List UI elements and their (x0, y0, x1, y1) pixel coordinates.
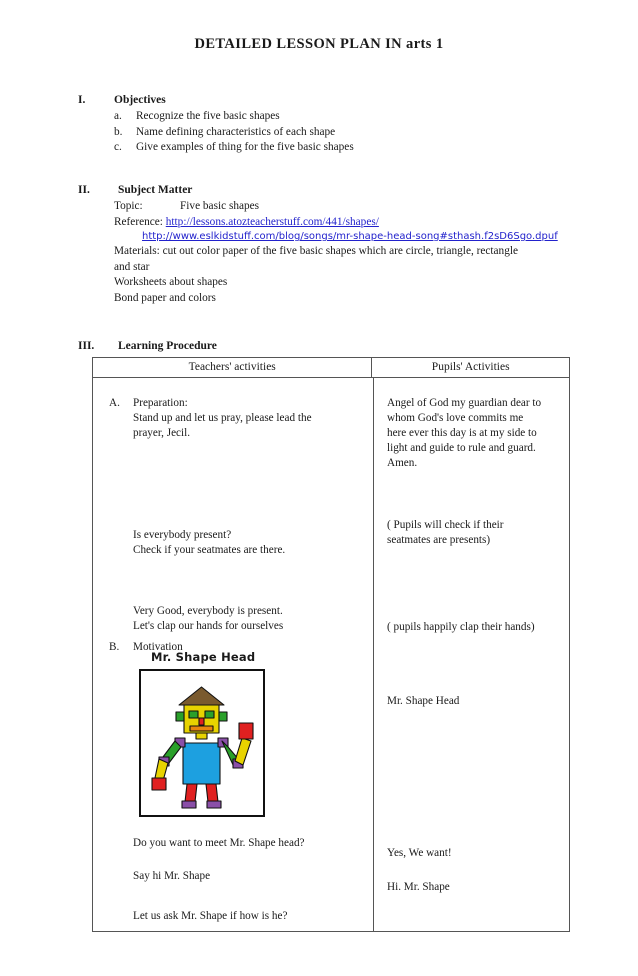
praise-line: Let's clap our hands for ourselves (133, 620, 284, 632)
right-eye-shape (205, 711, 214, 718)
left-ear-shape (176, 712, 184, 721)
attendance-response-line: ( Pupils will check if their (387, 519, 504, 531)
left-eye-shape (189, 711, 198, 718)
hi-mr-shape-block (387, 880, 567, 895)
ask-how-text: Let us ask Mr. Shape if how is he? (133, 910, 288, 922)
attendance-block (109, 528, 361, 558)
say-hi-text: Say hi Mr. Shape (133, 870, 211, 882)
right-forearm-shape (235, 738, 251, 765)
preparation-block (109, 396, 361, 441)
list-item (114, 140, 614, 156)
mouth-shape (190, 726, 213, 731)
preparation-title: Preparation: (133, 397, 188, 409)
meet-question-text: Do you want to meet Mr. Shape head? (133, 837, 305, 849)
mr-shape-head-figure (139, 650, 265, 817)
preparation-letter: A. (109, 397, 120, 409)
column-header-teachers: Teachers' activities (93, 358, 372, 377)
objective-text: Give examples of thing for the five basic shapes (136, 141, 354, 153)
clap-response-text: ( pupils happily clap their hands) (387, 621, 535, 633)
left-thigh-shape (185, 784, 197, 802)
prayer-line: whom God's love commits me (387, 412, 524, 424)
hat-triangle-shape (179, 687, 224, 705)
objective-text: Recognize the five basic shapes (136, 110, 280, 122)
column-header-pupils: Pupils' Activities (431, 361, 510, 373)
subject-matter-body (114, 199, 614, 306)
attendance-response-block (387, 518, 567, 548)
attendance-line: Is everybody present? (133, 529, 232, 541)
reference-link-2[interactable]: http://www.eslkidstuff.com/blog/songs/mr-shape-head-song#sthash.f2sD6Sgo.dpuf (142, 231, 558, 242)
motivation-letter: B. (109, 641, 120, 653)
reference-row (114, 215, 614, 231)
shape-robot-illustration (141, 671, 262, 814)
meet-question-block (109, 836, 361, 851)
praise-block (109, 604, 361, 634)
right-hand-shape (239, 723, 253, 739)
section-numeral: I. (78, 94, 86, 106)
topic-label: Topic: (114, 200, 143, 212)
yes-we-want-block (387, 846, 567, 861)
objective-letter: a. (114, 110, 122, 122)
left-hand-shape (152, 778, 166, 790)
figure-frame (139, 669, 265, 817)
torso-rectangle-shape (183, 743, 220, 784)
prayer-line: Amen. (387, 457, 418, 469)
ask-how-block (109, 909, 361, 924)
materials-line: and star (114, 260, 150, 273)
topic-row (114, 199, 614, 215)
section-numeral: III. (78, 340, 95, 352)
section-heading: Subject Matter (118, 184, 193, 196)
materials-line: Materials: cut out color paper of the five basic shapes which are circle, triangle, rectangle (114, 245, 519, 257)
right-ear-shape (219, 712, 227, 721)
prayer-response-block (387, 396, 567, 471)
table-row (109, 396, 361, 411)
motivation-title: Motivation (133, 641, 183, 653)
prayer-line: here ever this day is at my side to (387, 427, 537, 439)
table-header-row (93, 358, 569, 378)
preparation-line: prayer, Jecil. (133, 427, 191, 439)
table-body (93, 378, 569, 931)
list-item (114, 125, 614, 141)
figure-caption: Mr. Shape Head (151, 650, 256, 664)
prayer-line: Angel of God my guardian dear to (387, 397, 542, 409)
shape-head-name-text: Mr. Shape Head (387, 695, 460, 707)
yes-we-want-text: Yes, We want! (387, 847, 452, 859)
list-item (114, 109, 614, 125)
learning-procedure-table (92, 357, 570, 932)
praise-line: Very Good, everybody is present. (133, 605, 283, 617)
objective-letter: c. (114, 141, 122, 153)
attendance-line: Check if your seatmates are there. (133, 544, 286, 556)
column-divider (373, 378, 374, 931)
objectives-list (114, 109, 614, 156)
say-hi-block (109, 869, 361, 884)
attendance-response-line: seatmates are presents) (387, 534, 491, 546)
topic-value: Five basic shapes (180, 200, 260, 212)
shape-head-name-block (387, 694, 567, 709)
nose-shape (199, 718, 204, 725)
reference-link-1[interactable]: http://lessons.atozteacherstuff.com/441/shapes/ (165, 215, 379, 228)
neck-shape (196, 733, 207, 739)
prayer-line: light and guide to rule and guard. (387, 442, 536, 454)
section-heading: Learning Procedure (118, 340, 217, 352)
left-knee-joint (182, 801, 196, 808)
right-knee-joint (207, 801, 221, 808)
preparation-line: Stand up and let us pray, please lead the (133, 412, 312, 424)
clap-response-block (387, 620, 567, 635)
right-thigh-shape (206, 784, 218, 802)
objective-text: Name defining characteristics of each shape (136, 125, 336, 138)
section-heading: Objectives (114, 94, 166, 106)
reference-label: Reference: (114, 215, 163, 228)
materials-line: Worksheets about shapes (114, 276, 228, 288)
section-numeral: II. (78, 184, 90, 196)
hi-mr-shape-text: Hi. Mr. Shape (387, 881, 450, 893)
objective-letter: b. (114, 125, 123, 138)
materials-line: Bond paper and colors (114, 291, 216, 304)
page-title: DETAILED LESSON PLAN IN arts 1 (194, 36, 444, 52)
